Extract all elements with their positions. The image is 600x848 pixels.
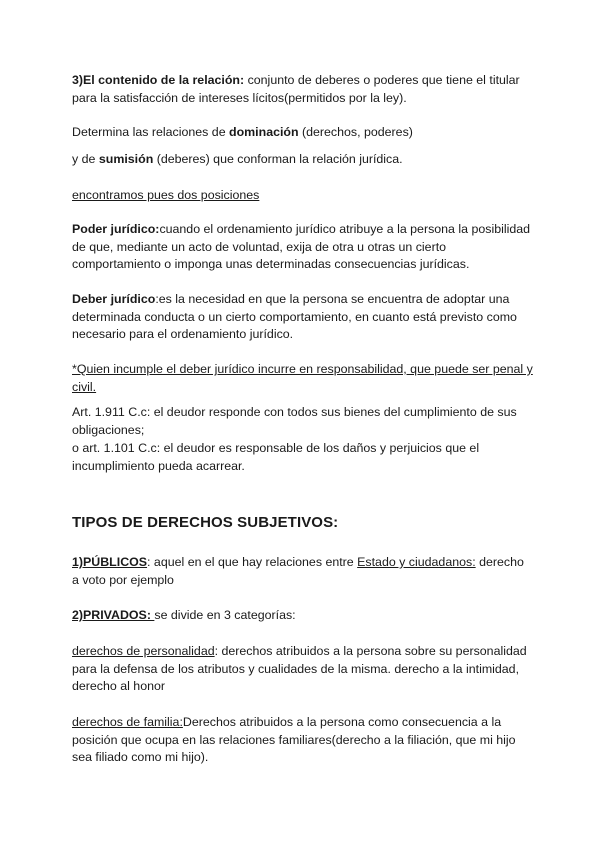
- paragraph-poder-juridico: [72, 221, 534, 274]
- personalidad-label: derechos de personalidad: [72, 644, 215, 658]
- sumision-pre: y de: [72, 152, 99, 166]
- paragraph-derechos-personalidad: [72, 643, 534, 696]
- contenido-relacion-text: conjunto de deberes o poderes que tiene el titular para la satisfacción de intereses lícitos(permitidos por la ley).: [72, 73, 520, 105]
- paragraph-art-1911: Art. 1.911 C.c: el deudor responde con todos sus bienes del cumplimiento de sus obligaciones;: [72, 405, 517, 437]
- paragraph-contenido-relacion: [72, 72, 534, 107]
- privados-text: se divide en 3 categorías:: [154, 608, 296, 622]
- sumision-post: (deberes) que conforman la relación jurídica.: [153, 152, 403, 166]
- deber-juridico-label: Deber jurídico: [72, 292, 156, 306]
- personalidad-text: : derechos atribuidos a la persona sobre su personalidad para la defensa de los atributos y cualidades de la misma. derecho a la intimidad, derecho al honor: [72, 644, 527, 694]
- publicos-estado-ciudadanos: Estado y ciudadanos:: [357, 555, 476, 569]
- dominacion-term: dominación: [229, 125, 299, 139]
- paragraph-dos-posiciones: encontramos pues dos posiciones: [72, 188, 260, 202]
- publicos-label: 1)PÚBLICOS: [72, 555, 148, 569]
- dominacion-pre: Determina las relaciones de: [72, 125, 230, 139]
- paragraph-dominacion: [72, 124, 534, 142]
- poder-juridico-label: Poder jurídico:: [72, 222, 160, 236]
- dominacion-post: (derechos, poderes): [298, 125, 413, 139]
- section-heading-tipos: TIPOS DE DERECHOS SUBJETIVOS:: [72, 514, 339, 531]
- publicos-text: : aquel en el que hay relaciones entre: [147, 555, 358, 569]
- paragraph-nota-responsabilidad: *Quien incumple el deber jurídico incurre en responsabilidad, que puede ser penal y civil.: [72, 362, 533, 394]
- paragraph-sumision: [72, 151, 534, 169]
- contenido-relacion-label: 3)El contenido de la relación:: [72, 73, 245, 87]
- sumision-term: sumisión: [98, 152, 154, 166]
- publicos-example: derecho a voto por ejemplo: [72, 555, 524, 587]
- paragraph-privados: [72, 607, 534, 625]
- familia-label: derechos de familia:: [72, 715, 183, 729]
- paragraph-publicos: [72, 554, 534, 589]
- familia-text: Derechos atribuidos a la persona como consecuencia a la posición que ocupa en las relaciones familiares(derecho a la filiación, que mi hijo sea filiado como mi hijo).: [72, 715, 516, 765]
- deber-juridico-text: :es la necesidad en que la persona se encuentra de adoptar una determinada conducta o un cierto comportamiento, en cuanto está previsto como necesario para el ordenamiento jurídico.: [72, 292, 517, 342]
- poder-juridico-text: cuando el ordenamiento jurídico atribuye a la persona la posibilidad de que, mediante un acto de voluntad, exija de otra u otras un cierto comportamiento o imponga unas determinadas consecuencias jurídicas.: [72, 222, 531, 272]
- paragraph-art-1101: o art. 1.101 C.c: el deudor es responsable de los daños y perjuicios que el incumplimiento pueda acarrear.: [72, 441, 480, 473]
- paragraph-derechos-familia: [72, 714, 534, 767]
- paragraph-deber-juridico: [72, 291, 534, 344]
- privados-label: 2)PRIVADOS:: [72, 608, 155, 622]
